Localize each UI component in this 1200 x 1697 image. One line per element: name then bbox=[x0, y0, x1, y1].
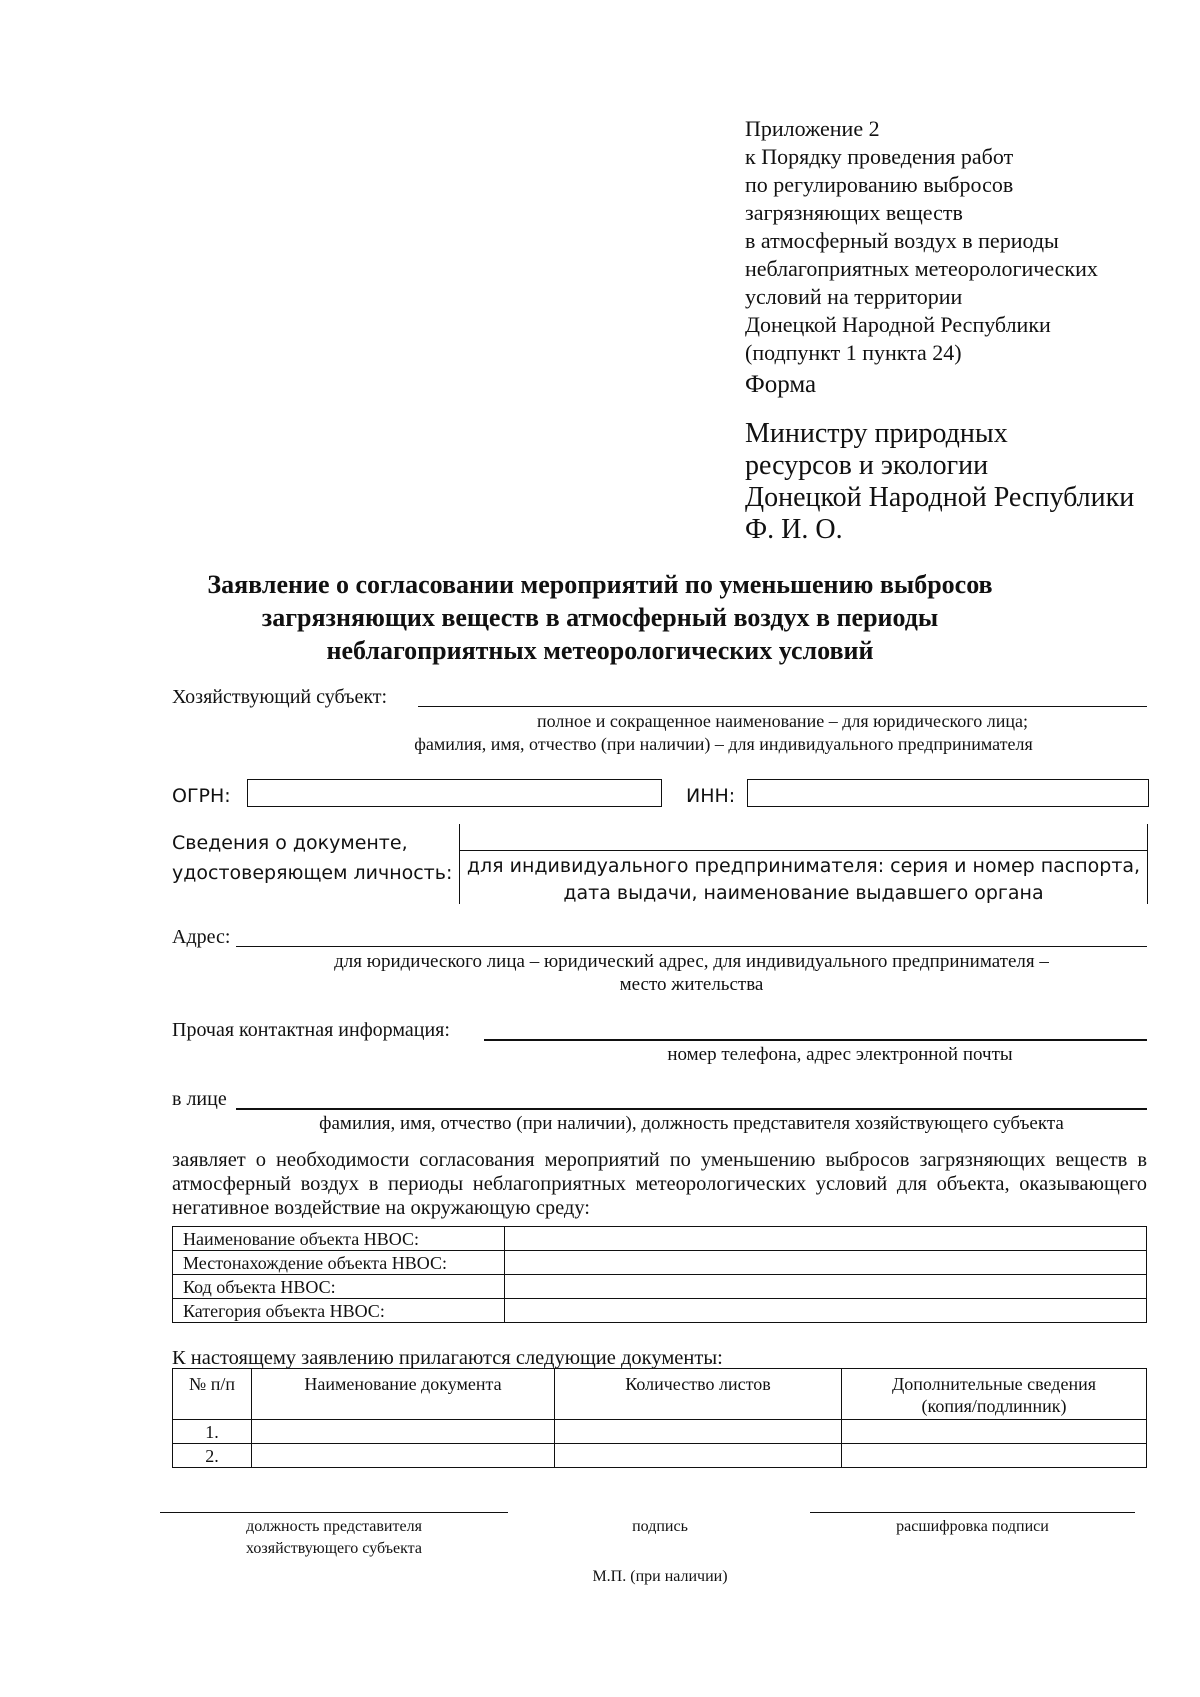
address-hint-line: для юридического лица – юридический адрес, для индивидуального предпринимателя – bbox=[334, 951, 1049, 972]
title-line: неблагоприятных метеорологических условий bbox=[326, 636, 874, 665]
appendix-line: условий на территории bbox=[745, 284, 963, 309]
row-sheets[interactable] bbox=[555, 1444, 842, 1468]
decipher-caption: расшифровка подписи bbox=[896, 1518, 1049, 1535]
identity-label-line: удостоверяющем личность: bbox=[172, 862, 453, 884]
table-row bbox=[173, 1299, 1147, 1323]
header-extra bbox=[842, 1369, 1147, 1420]
representative-input-line[interactable] bbox=[236, 1108, 1147, 1110]
appendix-line: в атмосферный воздух в периоды bbox=[745, 228, 1059, 253]
address-label: Адрес: bbox=[172, 926, 231, 948]
object-code-value[interactable] bbox=[505, 1275, 1147, 1299]
identity-label-line: Сведения о документе, bbox=[172, 832, 408, 854]
address-hint bbox=[236, 950, 1147, 996]
representative-label: в лице bbox=[172, 1088, 227, 1110]
table-row bbox=[173, 1227, 1147, 1251]
addressee-line: Ф. И. О. bbox=[745, 514, 843, 545]
appendix-block bbox=[745, 115, 1165, 399]
position-caption-line: хозяйствующего субъекта bbox=[246, 1540, 422, 1557]
inn-input[interactable] bbox=[747, 779, 1149, 807]
row-name[interactable] bbox=[252, 1444, 555, 1468]
object-table bbox=[172, 1226, 1147, 1323]
table-row bbox=[173, 1251, 1147, 1275]
identity-label bbox=[172, 828, 452, 888]
position-signature-line[interactable] bbox=[160, 1512, 508, 1513]
appendix-line: Донецкой Народной Республики bbox=[745, 312, 1051, 337]
appendix-line: (подпункт 1 пункта 24) bbox=[745, 340, 962, 365]
appendix-line: неблагоприятных метеорологических bbox=[745, 256, 1098, 281]
identity-hint-line: дата выдачи, наименование выдавшего органа bbox=[563, 882, 1044, 904]
stamp-caption: М.П. (при наличии) bbox=[592, 1568, 728, 1585]
object-name-value[interactable] bbox=[505, 1227, 1147, 1251]
attachments-intro: К настоящему заявлению прилагаются следующие документы: bbox=[172, 1347, 723, 1369]
address-hint-line: место жительства bbox=[619, 974, 764, 995]
contact-input-line[interactable] bbox=[484, 1039, 1147, 1041]
addressee-line: Донецкой Народной Республики bbox=[745, 482, 1135, 513]
table-row bbox=[173, 1420, 1147, 1444]
object-name-label: Наименование объекта НВОС: bbox=[173, 1227, 505, 1251]
object-category-value[interactable] bbox=[505, 1299, 1147, 1323]
header-extra-line: Дополнительные сведения bbox=[891, 1374, 1096, 1394]
entity-hint-1: полное и сокращенное наименование – для юридического лица; bbox=[537, 711, 1028, 731]
ogrn-label: ОГРН: bbox=[172, 785, 231, 807]
attachments-table bbox=[172, 1368, 1147, 1468]
appendix-line: Приложение 2 bbox=[745, 116, 880, 141]
row-number: 1. bbox=[173, 1420, 252, 1444]
appendix-line: по регулированию выбросов bbox=[745, 172, 1014, 197]
row-sheets[interactable] bbox=[555, 1420, 842, 1444]
position-caption-line: должность представителя bbox=[246, 1518, 422, 1535]
position-caption bbox=[160, 1516, 508, 1560]
declaration-text: заявляет о необходимости согласования мероприятий по уменьшению выбросов загрязняющих веществ в атмосферный воздух в периоды неблагоприятных метеорологических условий для объекта, оказывающего негативное воздействие на окружающую среду: bbox=[172, 1149, 1147, 1219]
entity-input-line[interactable] bbox=[418, 706, 1147, 707]
inn-label: ИНН: bbox=[686, 785, 736, 807]
appendix-line: к Порядку проведения работ bbox=[745, 144, 1014, 169]
entity-hint-2: фамилия, имя, отчество (при наличии) – для индивидуального предпринимателя bbox=[414, 734, 1033, 754]
header-sheets: Количество листов bbox=[555, 1369, 842, 1420]
document-title bbox=[140, 568, 1060, 667]
address-input-line[interactable] bbox=[236, 946, 1147, 947]
title-line: Заявление о согласовании мероприятий по уменьшению выбросов bbox=[207, 570, 993, 599]
sign-caption: подпись bbox=[632, 1518, 688, 1535]
row-extra[interactable] bbox=[842, 1420, 1147, 1444]
decipher-signature-line[interactable] bbox=[810, 1512, 1135, 1513]
object-location-value[interactable] bbox=[505, 1251, 1147, 1275]
contact-label: Прочая контактная информация: bbox=[172, 1019, 450, 1041]
identity-input-line[interactable] bbox=[459, 850, 1147, 851]
header-number: № п/п bbox=[173, 1369, 252, 1420]
title-line: загрязняющих веществ в атмосферный воздух в периоды bbox=[261, 603, 939, 632]
table-row bbox=[173, 1275, 1147, 1299]
table-header-row bbox=[173, 1369, 1147, 1420]
table-row bbox=[173, 1444, 1147, 1468]
entity-label: Хозяйствующий субъект: bbox=[172, 686, 388, 708]
ogrn-input[interactable] bbox=[247, 779, 662, 807]
row-extra[interactable] bbox=[842, 1444, 1147, 1468]
object-location-label: Местонахождение объекта НВОС: bbox=[173, 1251, 505, 1275]
representative-hint: фамилия, имя, отчество (при наличии), должность представителя хозяйствующего субъекта bbox=[319, 1113, 1064, 1134]
object-category-label: Категория объекта НВОС: bbox=[173, 1299, 505, 1323]
appendix-line: загрязняющих веществ bbox=[745, 200, 963, 225]
identity-right-border bbox=[1147, 824, 1148, 904]
form-label: Форма bbox=[745, 371, 817, 398]
addressee-line: ресурсов и экологии bbox=[745, 450, 989, 481]
addressee-block bbox=[745, 418, 1175, 546]
identity-hint-line: для индивидуального предпринимателя: серия и номер паспорта, bbox=[466, 855, 1141, 877]
row-name[interactable] bbox=[252, 1420, 555, 1444]
addressee-line: Министру природных bbox=[745, 418, 1008, 449]
identity-hint bbox=[460, 853, 1147, 907]
row-number: 2. bbox=[173, 1444, 252, 1468]
object-code-label: Код объекта НВОС: bbox=[173, 1275, 505, 1299]
contact-hint: номер телефона, адрес электронной почты bbox=[667, 1044, 1013, 1065]
header-extra-line: (копия/подлинник) bbox=[921, 1396, 1067, 1416]
header-name: Наименование документа bbox=[252, 1369, 555, 1420]
